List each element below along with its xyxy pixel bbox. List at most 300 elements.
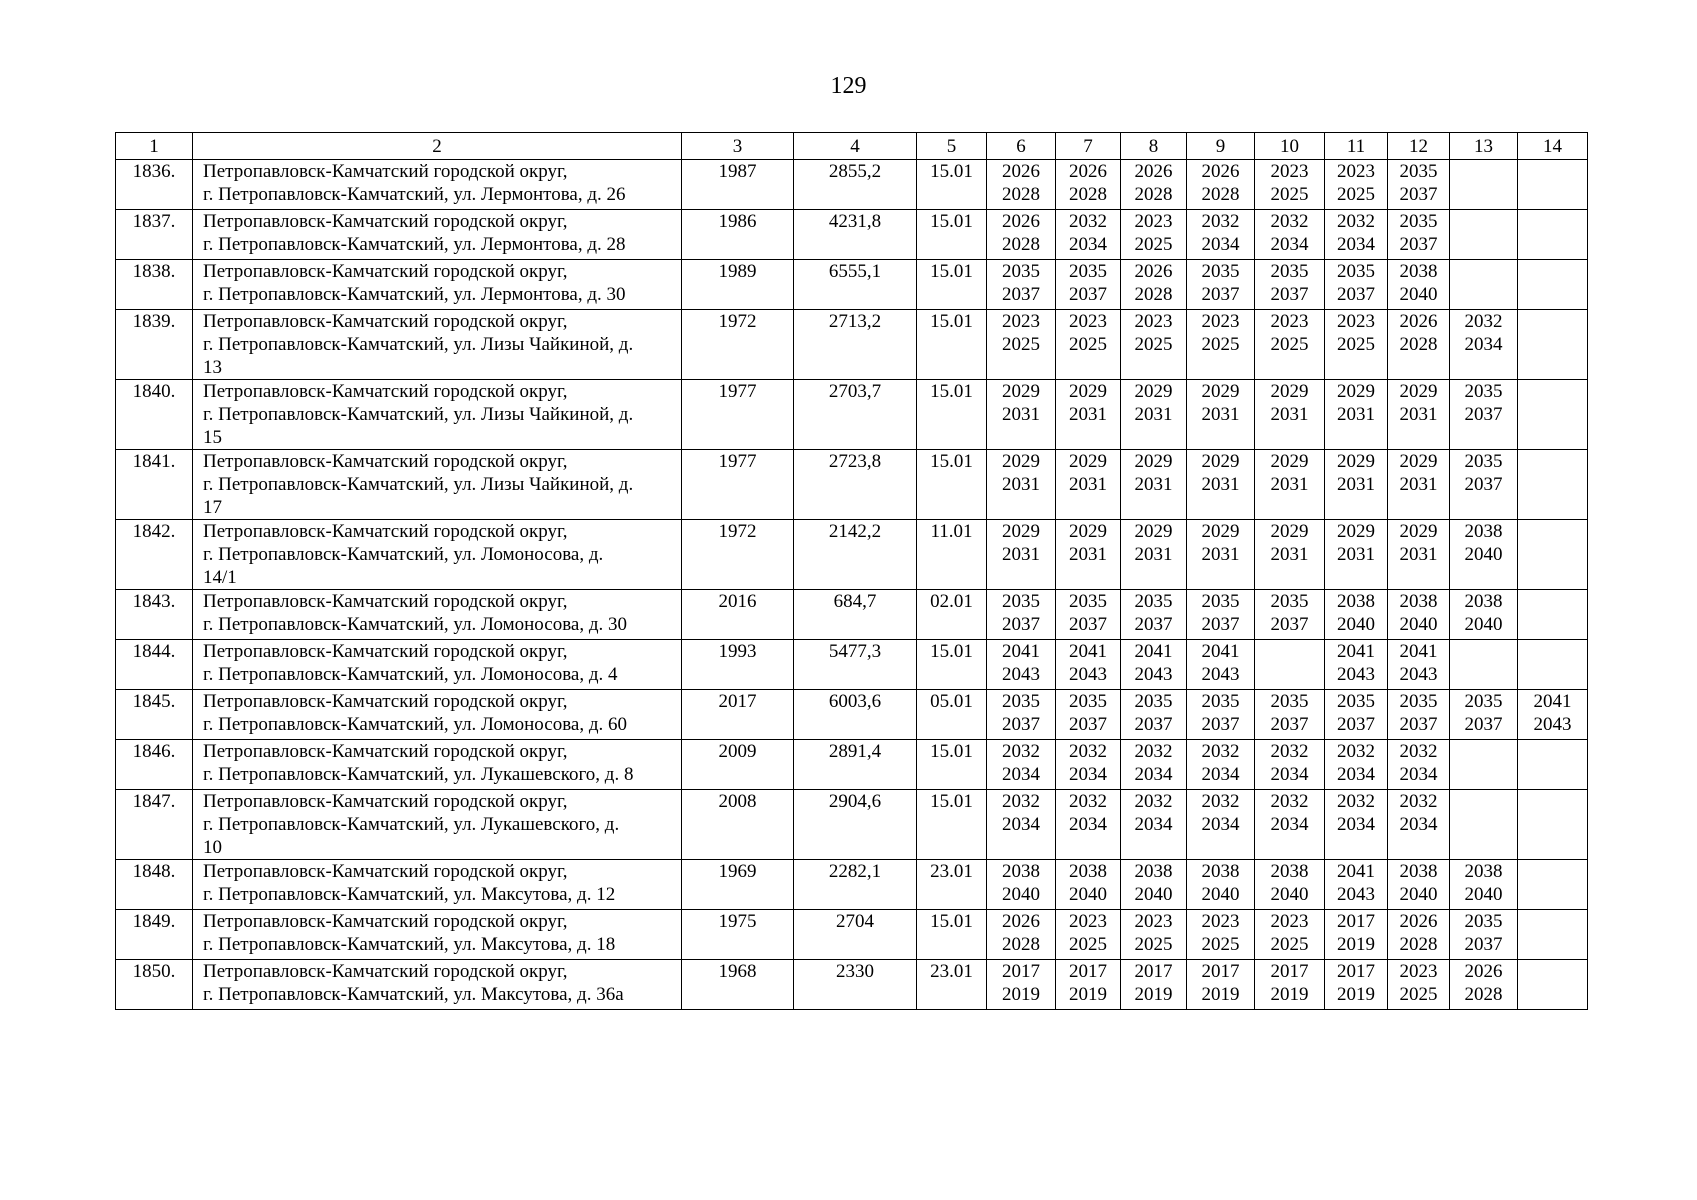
term-end-year: 2034: [1337, 764, 1375, 785]
term-end-year: 2025: [1201, 934, 1240, 955]
address-cell: [193, 960, 682, 1010]
term-end-year: 2040: [1464, 614, 1503, 635]
row-number: 1839.: [116, 310, 193, 380]
term-end-year: 2040: [1270, 884, 1309, 905]
address-line: Петропавловск-Камчатский городской округ,: [203, 261, 568, 282]
term-start-year: 2032: [1337, 741, 1375, 762]
address-line: г. Петропавловск-Камчатский, ул. Лизы Чайкиной, д.: [203, 404, 634, 425]
term-start-year: 2017: [1069, 961, 1107, 982]
total-area: 2704: [794, 910, 917, 960]
term-cell: [1121, 640, 1187, 690]
term-end-year: 2031: [1134, 544, 1173, 565]
term-start-year: 2032: [1399, 741, 1438, 762]
term-cell: [1388, 450, 1450, 520]
term-start-year: 2023: [1399, 961, 1438, 982]
term-end-year: 2019: [1201, 984, 1240, 1005]
term-cell: [1388, 690, 1450, 740]
term-start-year: 2029: [1337, 381, 1375, 402]
term-cell: [1056, 310, 1121, 380]
term-end-year: 2031: [1069, 474, 1107, 495]
address-cell: [193, 210, 682, 260]
term-cell: [1325, 260, 1388, 310]
term-cell: [1187, 740, 1255, 790]
term-cell: [1325, 690, 1388, 740]
term-start-year: 2041: [1134, 641, 1173, 662]
address-line: Петропавловск-Камчатский городской округ,: [203, 691, 568, 712]
term-end-year: 2040: [1399, 614, 1438, 635]
column-header: 1: [116, 133, 193, 160]
address-line: г. Петропавловск-Камчатский, ул. Максутова, д. 18: [203, 934, 616, 955]
term-cell: [987, 210, 1056, 260]
address-line: Петропавловск-Камчатский городской округ,: [203, 961, 568, 982]
term-end-year: 2034: [1201, 764, 1240, 785]
term-start-year: 2023: [1201, 911, 1240, 932]
column-header: 7: [1056, 133, 1121, 160]
term-start-year: 2029: [1337, 521, 1375, 542]
term-start-year: 2035: [1134, 591, 1173, 612]
commission-year: 1989: [682, 260, 794, 310]
work-code: 15.01: [917, 210, 987, 260]
total-area: 2904,6: [794, 790, 917, 860]
term-start-year: 2023: [1069, 311, 1107, 332]
term-end-year: 2031: [1002, 404, 1040, 425]
column-header: 8: [1121, 133, 1187, 160]
term-cell: [1450, 310, 1518, 380]
term-cell: [987, 740, 1056, 790]
term-start-year: 2017: [1270, 961, 1309, 982]
table-row: [116, 960, 1588, 1010]
term-start-year: 2023: [1270, 911, 1309, 932]
term-cell: [1187, 910, 1255, 960]
term-cell: [1255, 790, 1325, 860]
term-start-year: 2041: [1399, 641, 1438, 662]
term-cell: [1121, 310, 1187, 380]
term-end-year: 2031: [1270, 404, 1309, 425]
term-start-year: 2029: [1270, 451, 1309, 472]
term-end-year: 2037: [1201, 284, 1240, 305]
work-code: 23.01: [917, 860, 987, 910]
work-code: 15.01: [917, 740, 987, 790]
term-cell: [987, 860, 1056, 910]
address-cell: [193, 860, 682, 910]
term-start-year: 2023: [1337, 311, 1375, 332]
term-end-year: 2037: [1002, 714, 1040, 735]
address-cell: [193, 590, 682, 640]
term-end-year: 2037: [1069, 614, 1107, 635]
term-end-year: 2031: [1399, 544, 1438, 565]
term-start-year: 2032: [1201, 211, 1240, 232]
term-cell: [1121, 160, 1187, 210]
term-end-year: 2019: [1337, 934, 1375, 955]
term-cell: [1325, 210, 1388, 260]
term-cell: [1056, 380, 1121, 450]
address-line: 10: [203, 837, 222, 858]
term-end-year: 2025: [1399, 984, 1438, 1005]
column-header: 9: [1187, 133, 1255, 160]
work-code: 15.01: [917, 260, 987, 310]
address-line: г. Петропавловск-Камчатский, ул. Ломоносова, д. 30: [203, 614, 628, 635]
term-end-year: 2043: [1337, 884, 1375, 905]
term-end-year: 2031: [1399, 404, 1438, 425]
address-line: г. Петропавловск-Камчатский, ул. Лермонтова, д. 28: [203, 234, 626, 255]
term-end-year: 2025: [1270, 334, 1309, 355]
term-cell: [1121, 210, 1187, 260]
term-cell: [1187, 310, 1255, 380]
term-cell: [1121, 450, 1187, 520]
term-start-year: 2029: [1134, 451, 1173, 472]
term-cell: [1450, 520, 1518, 590]
address-cell: [193, 260, 682, 310]
term-start-year: 2038: [1002, 861, 1040, 882]
term-end-year: 2034: [1201, 234, 1240, 255]
term-cell: [1518, 210, 1588, 260]
total-area: 4231,8: [794, 210, 917, 260]
work-code: 05.01: [917, 690, 987, 740]
address-line: Петропавловск-Камчатский городской округ,: [203, 211, 568, 232]
term-start-year: 2038: [1134, 861, 1173, 882]
term-cell: [1121, 520, 1187, 590]
total-area: 2891,4: [794, 740, 917, 790]
term-cell: [1056, 690, 1121, 740]
address-line: Петропавловск-Камчатский городской округ,: [203, 861, 568, 882]
term-start-year: 2026: [1399, 911, 1438, 932]
term-end-year: 2031: [1337, 404, 1375, 425]
term-start-year: 2029: [1399, 381, 1438, 402]
term-end-year: 2034: [1270, 764, 1309, 785]
term-cell: [1450, 260, 1518, 310]
term-start-year: 2023: [1270, 161, 1309, 182]
term-end-year: 2040: [1002, 884, 1040, 905]
commission-year: 1972: [682, 310, 794, 380]
term-start-year: 2038: [1337, 591, 1375, 612]
term-cell: [1450, 590, 1518, 640]
term-cell: [1388, 640, 1450, 690]
term-start-year: 2035: [1464, 381, 1503, 402]
term-start-year: 2026: [1399, 311, 1438, 332]
term-cell: [1255, 260, 1325, 310]
term-start-year: 2038: [1399, 861, 1438, 882]
term-cell: [1518, 520, 1588, 590]
table-row: [116, 210, 1588, 260]
address-line: Петропавловск-Камчатский городской округ,: [203, 161, 568, 182]
term-start-year: 2029: [1270, 381, 1309, 402]
term-cell: [1255, 740, 1325, 790]
term-start-year: 2029: [1069, 521, 1107, 542]
term-start-year: 2017: [1134, 961, 1173, 982]
term-start-year: 2029: [1069, 451, 1107, 472]
term-end-year: 2037: [1201, 714, 1240, 735]
term-start-year: 2029: [1134, 521, 1173, 542]
term-cell: [1518, 260, 1588, 310]
term-cell: [1187, 450, 1255, 520]
commission-year: 2008: [682, 790, 794, 860]
term-end-year: 2028: [1201, 184, 1240, 205]
address-cell: [193, 450, 682, 520]
term-end-year: 2034: [1270, 814, 1309, 835]
term-start-year: 2029: [1399, 451, 1438, 472]
term-cell: [1255, 960, 1325, 1010]
commission-year: 2016: [682, 590, 794, 640]
term-cell: [1388, 260, 1450, 310]
term-start-year: 2032: [1134, 791, 1173, 812]
term-cell: [1518, 860, 1588, 910]
term-cell: [1450, 450, 1518, 520]
term-start-year: 2017: [1337, 911, 1375, 932]
term-end-year: 2025: [1337, 334, 1375, 355]
term-start-year: 2035: [1002, 591, 1040, 612]
row-number: 1844.: [116, 640, 193, 690]
term-cell: [1255, 860, 1325, 910]
term-cell: [1121, 380, 1187, 450]
term-start-year: 2041: [1337, 641, 1375, 662]
term-start-year: 2035: [1201, 691, 1240, 712]
total-area: 2330: [794, 960, 917, 1010]
term-cell: [1325, 450, 1388, 520]
table-row: [116, 590, 1588, 640]
term-start-year: 2026: [1069, 161, 1107, 182]
row-number: 1850.: [116, 960, 193, 1010]
term-cell: [1450, 740, 1518, 790]
term-cell: [1056, 160, 1121, 210]
term-start-year: 2023: [1069, 911, 1107, 932]
term-cell: [1325, 860, 1388, 910]
table-row: [116, 160, 1588, 210]
row-number: 1843.: [116, 590, 193, 640]
address-line: г. Петропавловск-Камчатский, ул. Лукашевского, д.: [203, 814, 620, 835]
term-cell: [1187, 160, 1255, 210]
table-row: [116, 380, 1588, 450]
total-area: 684,7: [794, 590, 917, 640]
term-start-year: 2035: [1270, 261, 1309, 282]
commission-year: 1977: [682, 380, 794, 450]
term-end-year: 2043: [1002, 664, 1040, 685]
term-end-year: 2040: [1134, 884, 1173, 905]
term-cell: [1255, 590, 1325, 640]
term-end-year: 2034: [1399, 814, 1438, 835]
term-start-year: 2035: [1069, 591, 1107, 612]
table-row: [116, 860, 1588, 910]
term-start-year: 2032: [1399, 791, 1438, 812]
column-header: 13: [1450, 133, 1518, 160]
term-end-year: 2031: [1069, 404, 1107, 425]
term-end-year: 2031: [1201, 544, 1240, 565]
term-cell: [1255, 520, 1325, 590]
commission-year: 2017: [682, 690, 794, 740]
term-start-year: 2017: [1337, 961, 1375, 982]
term-start-year: 2032: [1069, 791, 1107, 812]
term-end-year: 2043: [1337, 664, 1375, 685]
table-row: [116, 260, 1588, 310]
term-start-year: 2035: [1134, 691, 1173, 712]
term-start-year: 2029: [1337, 451, 1375, 472]
work-code: 11.01: [917, 520, 987, 590]
work-code: 02.01: [917, 590, 987, 640]
commission-year: 1968: [682, 960, 794, 1010]
term-cell: [1518, 310, 1588, 380]
address-line: г. Петропавловск-Камчатский, ул. Ломоносова, д.: [203, 544, 604, 565]
term-end-year: 2043: [1533, 714, 1572, 735]
term-start-year: 2032: [1002, 791, 1040, 812]
term-end-year: 2034: [1002, 814, 1040, 835]
term-start-year: 2029: [1270, 521, 1309, 542]
term-cell: [987, 450, 1056, 520]
term-start-year: 2038: [1464, 861, 1503, 882]
term-end-year: 2037: [1464, 474, 1503, 495]
term-start-year: 2017: [1002, 961, 1040, 982]
row-number: 1836.: [116, 160, 193, 210]
term-cell: [1388, 520, 1450, 590]
term-end-year: 2037: [1337, 284, 1375, 305]
term-end-year: 2028: [1134, 184, 1173, 205]
term-start-year: 2035: [1270, 591, 1309, 612]
row-number: 1848.: [116, 860, 193, 910]
commission-year: 1969: [682, 860, 794, 910]
term-start-year: 2038: [1069, 861, 1107, 882]
term-cell: [987, 590, 1056, 640]
term-start-year: 2035: [1464, 911, 1503, 932]
term-cell: [987, 690, 1056, 740]
term-start-year: 2032: [1134, 741, 1173, 762]
address-line: Петропавловск-Камчатский городской округ,: [203, 911, 568, 932]
address-cell: [193, 160, 682, 210]
term-end-year: 2037: [1270, 714, 1309, 735]
term-end-year: 2031: [1337, 474, 1375, 495]
term-start-year: 2023: [1270, 311, 1309, 332]
term-cell: [1056, 790, 1121, 860]
term-cell: [987, 910, 1056, 960]
term-start-year: 2035: [1201, 591, 1240, 612]
commission-year: 1993: [682, 640, 794, 690]
term-end-year: 2037: [1270, 614, 1309, 635]
term-start-year: 2032: [1270, 741, 1309, 762]
term-cell: [987, 160, 1056, 210]
term-cell: [1450, 160, 1518, 210]
term-cell: [1388, 160, 1450, 210]
term-start-year: 2032: [1201, 741, 1240, 762]
term-cell: [987, 790, 1056, 860]
term-cell: [1518, 910, 1588, 960]
term-start-year: 2035: [1270, 691, 1309, 712]
term-cell: [1325, 160, 1388, 210]
term-start-year: 2026: [1002, 911, 1040, 932]
term-end-year: 2028: [1399, 934, 1438, 955]
term-start-year: 2023: [1337, 161, 1375, 182]
term-start-year: 2035: [1337, 261, 1375, 282]
term-cell: [1325, 960, 1388, 1010]
term-cell: [1056, 450, 1121, 520]
term-end-year: 2040: [1399, 884, 1438, 905]
term-start-year: 2035: [1201, 261, 1240, 282]
term-cell: [1518, 790, 1588, 860]
term-end-year: 2019: [1337, 984, 1375, 1005]
term-end-year: 2037: [1464, 934, 1503, 955]
term-end-year: 2031: [1337, 544, 1375, 565]
address-cell: [193, 640, 682, 690]
total-area: 2282,1: [794, 860, 917, 910]
term-start-year: 2035: [1002, 691, 1040, 712]
term-end-year: 2034: [1201, 814, 1240, 835]
term-cell: [1518, 590, 1588, 640]
term-cell: [1450, 640, 1518, 690]
term-cell: [1121, 960, 1187, 1010]
term-start-year: 2023: [1201, 311, 1240, 332]
term-start-year: 2038: [1399, 591, 1438, 612]
term-cell: [987, 380, 1056, 450]
address-line: г. Петропавловск-Камчатский, ул. Ломоносова, д. 60: [203, 714, 628, 735]
term-end-year: 2034: [1337, 814, 1375, 835]
term-end-year: 2034: [1134, 814, 1173, 835]
term-end-year: 2025: [1134, 234, 1173, 255]
address-line: Петропавловск-Камчатский городской округ,: [203, 741, 568, 762]
row-number: 1849.: [116, 910, 193, 960]
table-row: [116, 740, 1588, 790]
commission-year: 1986: [682, 210, 794, 260]
term-start-year: 2035: [1464, 691, 1503, 712]
term-end-year: 2025: [1134, 334, 1173, 355]
term-end-year: 2025: [1069, 934, 1107, 955]
term-start-year: 2041: [1002, 641, 1040, 662]
term-cell: [1187, 260, 1255, 310]
term-end-year: 2031: [1069, 544, 1107, 565]
term-end-year: 2037: [1399, 234, 1438, 255]
address-line: г. Петропавловск-Камчатский, ул. Лермонтова, д. 30: [203, 284, 626, 305]
term-cell: [1325, 790, 1388, 860]
term-cell: [1187, 640, 1255, 690]
table-body: [116, 160, 1588, 1010]
term-end-year: 2025: [1069, 334, 1107, 355]
column-header: 5: [917, 133, 987, 160]
term-end-year: 2025: [1134, 934, 1173, 955]
term-cell: [1325, 740, 1388, 790]
term-start-year: 2032: [1069, 741, 1107, 762]
term-cell: [1121, 790, 1187, 860]
term-cell: [1056, 210, 1121, 260]
address-line: г. Петропавловск-Камчатский, ул. Лизы Чайкиной, д.: [203, 334, 634, 355]
term-cell: [1388, 860, 1450, 910]
term-start-year: 2038: [1270, 861, 1309, 882]
work-code: 15.01: [917, 910, 987, 960]
commission-year: 1972: [682, 520, 794, 590]
table-row: [116, 310, 1588, 380]
term-cell: [1450, 380, 1518, 450]
term-end-year: 2040: [1337, 614, 1375, 635]
term-end-year: 2034: [1399, 764, 1438, 785]
term-end-year: 2028: [1464, 984, 1503, 1005]
term-start-year: 2029: [1399, 521, 1438, 542]
term-start-year: 2032: [1201, 791, 1240, 812]
work-code: 15.01: [917, 790, 987, 860]
term-cell: [1255, 310, 1325, 380]
term-cell: [1121, 740, 1187, 790]
term-cell: [1056, 960, 1121, 1010]
term-start-year: 2035: [1069, 691, 1107, 712]
term-start-year: 2032: [1002, 741, 1040, 762]
row-number: 1841.: [116, 450, 193, 520]
total-area: 2703,7: [794, 380, 917, 450]
term-end-year: 2025: [1270, 934, 1309, 955]
term-start-year: 2038: [1201, 861, 1240, 882]
term-cell: [1121, 860, 1187, 910]
column-header: 11: [1325, 133, 1388, 160]
commission-year: 1987: [682, 160, 794, 210]
term-cell: [1388, 590, 1450, 640]
term-start-year: 2029: [1002, 521, 1040, 542]
address-line: Петропавловск-Камчатский городской округ,: [203, 791, 568, 812]
term-cell: [987, 260, 1056, 310]
address-cell: [193, 520, 682, 590]
term-start-year: 2029: [1134, 381, 1173, 402]
address-line: г. Петропавловск-Камчатский, ул. Максутова, д. 36а: [203, 984, 624, 1005]
